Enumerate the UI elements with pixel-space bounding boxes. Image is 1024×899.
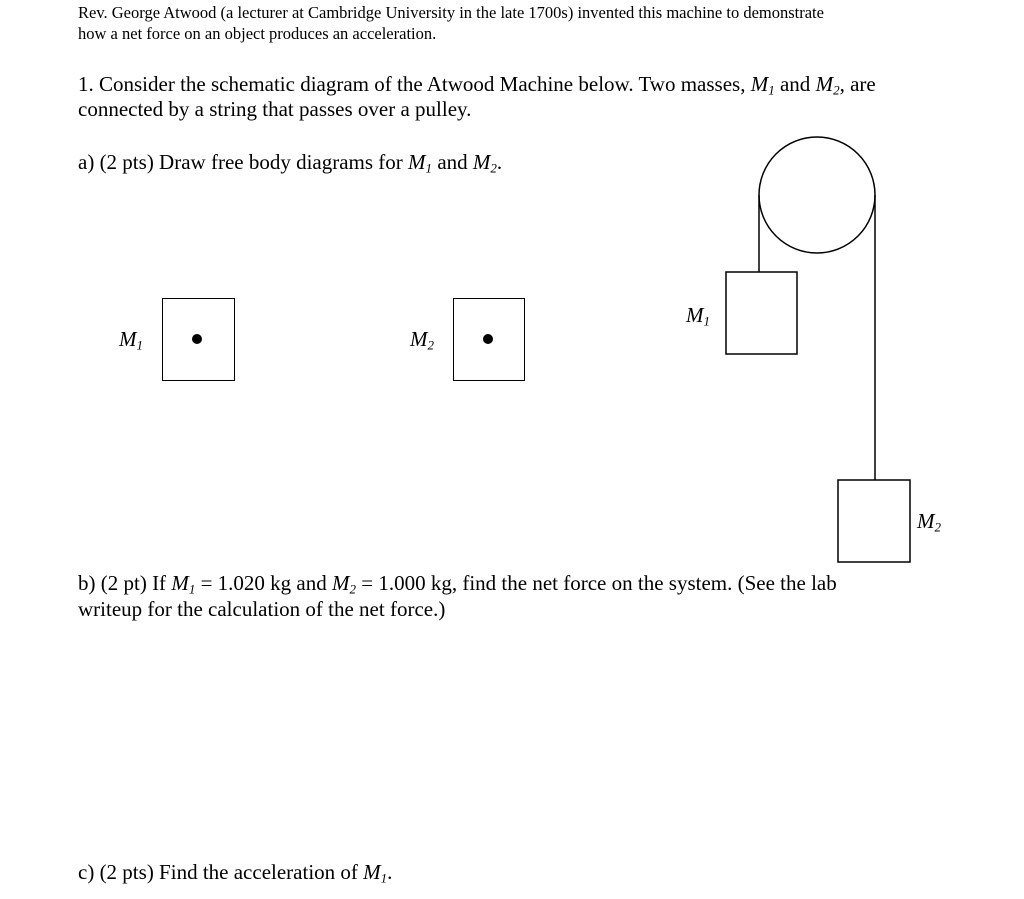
m2-symbol: $M_2$ bbox=[472, 150, 497, 176]
part-b-line-1: b) (2 pt) If $M_1 = 1.020$ kg and $M_2 = 1.000$ kg, find the net force on the system. (See the lab bbox=[78, 571, 837, 597]
machine-m1-label: $M_1$ bbox=[686, 303, 711, 329]
fbd-m1-label: $M_1$ bbox=[119, 327, 144, 353]
fbd-m2-label: $M_2$ bbox=[410, 327, 435, 353]
machine-m2-block bbox=[838, 480, 910, 562]
m1-symbol: $M_1$ bbox=[750, 72, 775, 98]
m1-symbol: $M_1$ bbox=[408, 150, 433, 176]
intro-line-2: how a net force on an object produces an acceleration. bbox=[78, 24, 437, 43]
question-1-line-2: connected by a string that passes over a pulley. bbox=[78, 97, 472, 121]
part-a-prompt: a) (2 pts) Draw free body diagrams for $M_1$ and $M_2$. bbox=[78, 150, 503, 176]
pulley bbox=[759, 137, 875, 253]
part-c-prompt: c) (2 pts) Find the acceleration of $M_1$. bbox=[78, 860, 393, 886]
question-1-line-1: 1. Consider the schematic diagram of the Atwood Machine below. Two masses, $M_1$ and $M_2$, are bbox=[78, 72, 876, 98]
intro-line-1: Rev. George Atwood (a lecturer at Cambridge University in the late 1700s) invented this machine to demonstrate bbox=[78, 3, 824, 22]
m1-symbol: $M_1$ bbox=[363, 860, 388, 886]
machine-m1-block bbox=[726, 272, 797, 354]
machine-m2-label: $M_2$ bbox=[917, 509, 942, 535]
m2-symbol: $M_2$ bbox=[332, 571, 357, 597]
part-b-prompt bbox=[78, 570, 978, 622]
part-b-line-2: writeup for the calculation of the net force.) bbox=[78, 597, 446, 621]
m1-symbol: $M_1$ bbox=[171, 571, 196, 597]
m2-symbol: $M_2$ bbox=[815, 72, 840, 98]
